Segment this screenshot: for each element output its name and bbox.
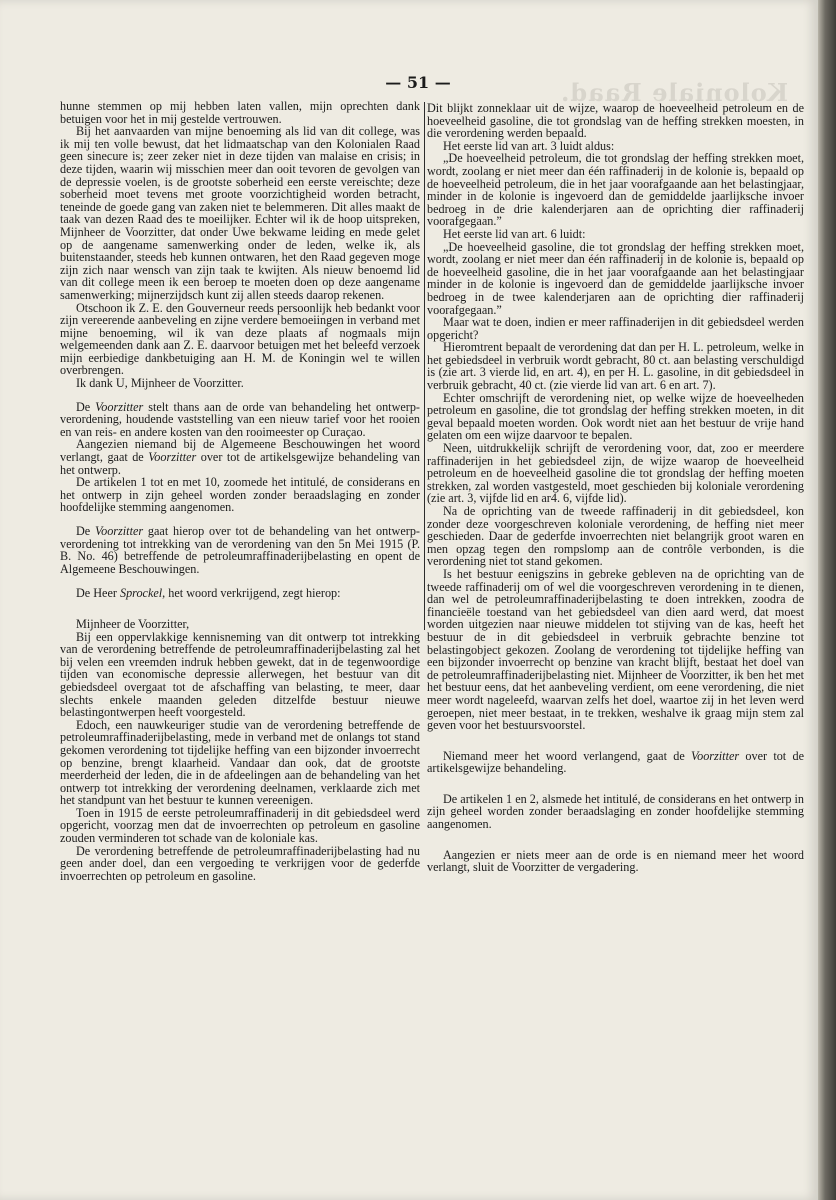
bleed-through-heading: Koloniale Raad. [560,78,789,107]
speaker-name: Voorzitter [691,748,740,763]
paragraph: Maar wat te doen, indien er meer raffinaderijen in dit gebiedsdeel werden opgericht? [427,315,804,342]
right-column [427,102,804,874]
paragraph: De Voorzitter stelt thans aan de orde van behandeling het ontwerp-verordening, houdende vaststelling van een nieuw tarief voor het rooien en van reis- en andere kosten van den rooimeester op Curaçao. [60,399,420,439]
paragraph: Bij het aanvaarden van mijne benoeming als lid van dit college, was ik mij ten volle bewust, dat het lidmaatschap van den Kolonialen Raad geen sinecure is; zeer zeker niet in deze tijden van malaise en crisis; in deze tijden, waarin wij misschien meer dan ooit tevoren de gevolgen van de depressie voelen, is de grootste soberheid een eerste vereischte; deze soberheid moet tevens met groote voorzichtigheid worden betracht, teneinde de goede gang van zaken niet te belemmeren. Dit alles maakt de taak van dezen Raad des te moeilijker. Echter wil ik de hoop uitspreken, Mijnheer de Voorzitter, dat onder Uwe bekwame leiding en mede gelet op de aangename samenwerking onder de leden, welke ik, als buitenstaander, steeds heb kunnen ontwaren, het den Raad gegeven moge zijn zich naar wensch van zijn taak te kwijten. Als nieuw benoemd lid van dit college meen ik een beroep te moeten doen op deze aangename samenwerking; mijnerzijdsch kunt zij allen steeds daarop rekenen. [60,124,420,302]
salutation: Mijnheer de Voorzitter, [76,616,190,631]
speaker-name: Voorzitter [95,399,144,414]
paragraph: De Voorzitter gaat hierop over tot de behandeling van het ontwerp-verordening tot intrekking van de verordening van den 5n Mei 1915 (P. B. No. 46) betreffende de petroleumraffinaderijbelasting en opent de Algemeene Beschouwingen. [60,524,420,576]
paragraph: Niemand meer het woord verlangend, gaat de Voorzitter over tot de artikelsgewijze behandeling. [427,748,804,776]
left-column [60,100,420,882]
paragraph: Hieromtrent bepaalt de verordening dat dan per H. L. petroleum, welke in het gebiedsdeel in verbruik wordt gebracht, 80 ct. aan belasting verschuldigd is (zie art. 3 vierde lid, en art. 4), en per H. L. gasoline, in dit gebiedsdeel in verbruik gebracht, 40 ct. (zie vierde lid van art. 6 en art. 7). [427,340,804,393]
paragraph: De Heer Sprockel, het woord verkrijgend, zegt hierop: [76,586,341,601]
quotation: „De hoeveelheid gasoline, die tot grondslag der heffing strekken moet, wordt, zoolang er niet meer dan één raffinaderij in de kolonie is, bepaald op de hoeveelheid gasoline, die in het jaar voorafgaande aan het belastingjaar minder in de kolonie is ingevoerd dan de gemiddelde jaarlijksche invoer bedroeg in de twee kalenderjaren aan de oprichting dier raffinaderij voorafgegaan.” [427,239,804,317]
quotation: „De hoeveelheid petroleum, die tot grondslag der heffing strekken moet, wordt, zoolang er niet meer dan één raffinaderij in de kolonie is, bepaald op de hoeveelheid petroleum, die in het jaar voorafgaande aan het belastingjaar, minder in de kolonie is ingevoerd dan de gemiddelde jaarlijksche invoer bedroeg in de drie kalenderjaren aan de oprichting dier raffinaderij voorafgegaan.” [427,151,804,229]
paragraph: Neen, uitdrukkelijk schrijft de verordening voor, dat, zoo er meerdere raffinaderijen in het gebiedsdeel zijn, de wijze waarop de hoeveelheid petroleum en de hoeveelheid gasoline die tot grondslag der heffing moeten strekken, zal worden vastgesteld, moet geschieden bij koloniale verordening (zie art. 3, vijfde lid en ar4. 6, vijfde lid). [427,441,804,506]
paragraph: Het eerste lid van art. 3 luidt aldus: [443,138,615,153]
paragraph: Edoch, een nauwkeuriger studie van de verordening betreffende de petroleumraffinaderijbelasting, mede in verband met de onlangs tot stand gekomen verordening tot tijdelijke heffing van een bijzonder invoerrecht op benzine, brengt klaarheid. Vandaar dan ook, dat de grootste meerderheid der leden, die in de afdeelingen aan de behandeling van het ontwerp tot intrekking der verordening deelnamen, verklaarde zich met het standpunt van het bestuur te kunnen vereenigen. [60,717,420,808]
paragraph: Otschoon ik Z. E. den Gouverneur reeds persoonlijk heb bedankt voor zijn vereerende aanbeveling en zijne verdere bemoeiingen in verband met mijne benoeming, wil ik van deze plaats af nogmaals mijn welgemeenden dank aan Z. E. daarvoor betuigen met het beleefd verzoek mijn eerbiedige dankbetuiging aan H. M. de Koningin wel te willen overbrengen. [60,300,420,378]
paragraph: De verordening betreffende de petroleumraffinaderijbelasting had nu geen ander doel, dan een vergoeding te verkrijgen voor de gederfde invoerrechten op petroleum en gasoline. [60,843,420,883]
paragraph: Het eerste lid van art. 6 luidt: [443,226,586,241]
paragraph: Ik dank U, Mijnheer de Voorzitter. [76,376,244,391]
paragraph: hunne stemmen op mij hebben laten vallen, mijn oprechten dank betuigen voor het in mij gestelde vertrouwen. [60,99,420,126]
paragraph: Aangezien niemand bij de Algemeene Beschouwingen het woord verlangt, gaat de Voorzitter over tot de artikelsgewijze behandeling van het ontwerp. [60,437,421,477]
paragraph: Bij een oppervlakkige kennisneming van dit ontwerp tot intrekking van de verordening betreffende de petroleumraffinaderijbelasting zal het bij velen een vreemden indruk hebben gewekt, dat in de tegenwoordige tijden van economische depressie allerwegen, het bestuur van dit gebiedsdeel overgaat tot de afschaffing van belasting, te meer, daar slechts enkele maanden geleden ditzelfde bestuur nieuwe belastingontwerpen heeft voorgesteld. [60,629,420,720]
paragraph: De artikelen 1 tot en met 10, zoomede het intitulé, de considerans en het ontwerp in zijn geheel worden zonder beraadslaging en zonder hoofdelijke stemming aangenomen. [60,475,420,515]
paragraph: Na de oprichting van de tweede raffinaderij in dit gebiedsdeel, kon zonder deze voorgeschreven koloniale verordening, de heffing niet meer geschieden. Daar de gederfde invoerrechten niet belangrijk groot waren en men opzag tegen den rompslomp aan de contrôle verbonden, is die verordening niet tot stand gekomen. [427,504,804,569]
speaker-name: Voorzitter [148,450,197,465]
column-divider [424,102,425,630]
paragraph: Dit blijkt zonneklaar uit de wijze, waarop de hoeveelheid petroleum en de hoeveelheid gasoline, die tot grondslag van de heffing strekken moesten, in die verordening werden bepaald. [427,101,804,141]
paragraph: Is het bestuur eenigszins in gebreke gebleven na de oprichting van de tweede raffinaderij om of wel die voorgeschreven verordening in te dienen, dan wel de petroleumraffinaderijbelasting te doen intrekken, zoodra de financieële toestand van het gebiedsdeel van dien aard werd, dat moest worden uitgezien naar nieuwe middelen tot stijving van de kas, heeft het bestuur de in dit gebiedsdeel in verbruik gebrachte benzine tot belastingobject gekozen. Zoolang de verordening tot tijdelijke heffing van een bijzonder invoerrecht op benzine van kracht blijft, bestaat het doel van de petroleumraffinaderijbelasting niet. Mijnheer de Voorzitter, ik ben het met het bestuur eens, dat het aanbeveling verdient, om eene verordening, die niet meer wordt nageleefd, waarvan zelfs het doel, waartoe zij in het leven werd geroepen, niet meer bestaat, in te trekken, weshalve ik graag mijn stem zal geven voor het bestuursvoorstel. [427,566,804,733]
page-number: — 51 — [385,73,451,92]
paragraph: De artikelen 1 en 2, alsmede het intitulé, de considerans en het ontwerp in zijn geheel worden zonder beraadslaging en zonder hoofdelijke stemming aangenomen. [427,791,804,832]
book-gutter [818,0,836,1200]
paragraph: Echter omschrijft de verordening niet, op welke wijze de hoeveelheden petroleum en gasoline, die tot grondslag der heffing strekken moeten, in dit geval bepaald moeten worden. Ook wordt niet aan het bestuur de vrije hand gelaten om een wijze daarvoor te bepalen. [427,390,804,443]
speaker-name: Voorzitter [95,524,144,538]
paragraph: Aangezien er niets meer aan de orde is en niemand meer het woord verlangt, sluit de Voorzitter de vergadering. [427,847,804,875]
speaker-name: Sprockel [119,586,163,601]
paragraph: Toen in 1915 de eerste petroleumraffinaderij in dit gebiedsdeel werd opgericht, voorzag men dat de invoerrechten op petroleum en gasoline zouden verminderen tot schade van de koloniale kas. [60,805,420,846]
